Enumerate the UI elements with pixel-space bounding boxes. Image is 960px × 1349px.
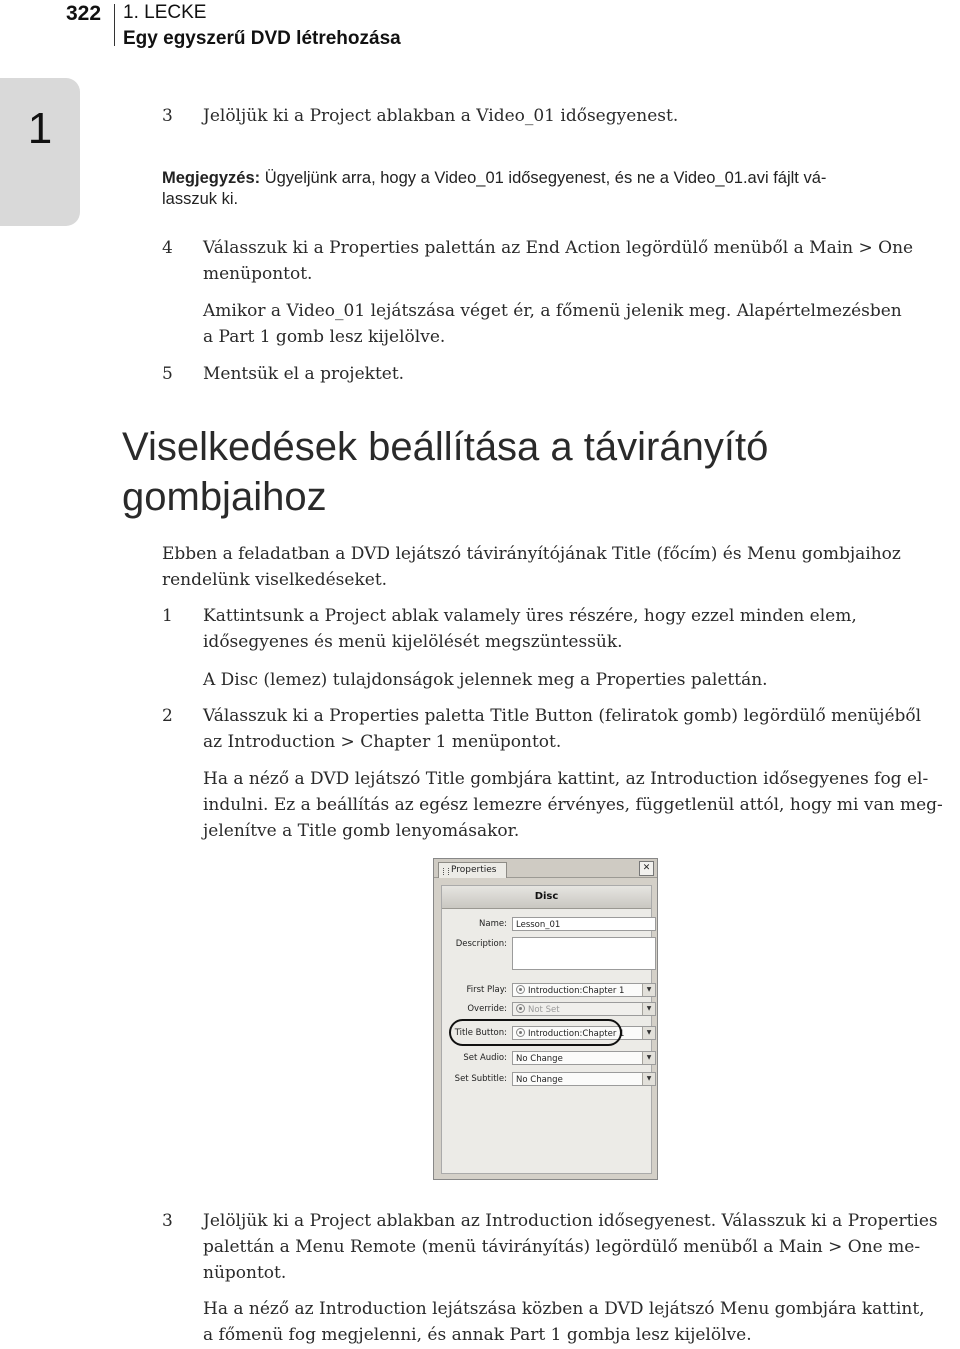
set-audio-label: Set Audio: — [463, 1053, 507, 1063]
description-field[interactable] — [512, 937, 656, 970]
chevron-down-icon[interactable]: ▼ — [642, 1027, 655, 1039]
set-subtitle-select[interactable] — [512, 1072, 656, 1086]
step-number: 2 — [162, 706, 173, 726]
step-line: Válasszuk ki a Properties paletta Title Button (feliratok gomb) legördülő menüjéből — [203, 706, 922, 726]
title-button-value: Introduction:Chapter 1 — [528, 1029, 625, 1039]
step-1-result — [203, 667, 955, 693]
step-line: Jelöljük ki a Project ablakban az Introduction idősegyenest. Válasszuk ki a Properties — [203, 1211, 938, 1231]
step-line: a Part 1 gomb lesz kijelölve. — [203, 327, 446, 347]
step-line: palettán a Menu Remote (menü távirányítás) legördülő menüből a Main > One me- — [203, 1237, 921, 1257]
step-number: 3 — [162, 1211, 173, 1231]
step-line: Amikor a Video_01 lejátszása véget ér, a főmenü jelenik meg. Alapértelmezésben — [203, 301, 902, 321]
step-2 — [162, 703, 955, 755]
step-text: Jelöljük ki a Project ablakban a Video_01 idősegyenest. — [203, 106, 679, 126]
step-4 — [162, 235, 955, 287]
close-icon[interactable]: ✕ — [639, 861, 654, 876]
section-heading-line: gombjaihoz — [122, 475, 327, 519]
step-line: az Introduction > Chapter 1 menüpontot. — [203, 732, 562, 752]
step-2-result — [203, 766, 955, 844]
step-5 — [162, 361, 955, 387]
step-number: 3 — [162, 106, 173, 126]
section-title-disc: Disc — [442, 886, 651, 909]
set-audio-value: No Change — [516, 1054, 563, 1064]
note-label: Megjegyzés: — [162, 169, 261, 187]
step-number: 5 — [162, 364, 173, 384]
title-button-label: Title Button: — [454, 1028, 507, 1038]
note-text-line-2: lasszuk ki. — [162, 190, 239, 208]
step-number: 4 — [162, 238, 173, 258]
first-play-value: Introduction:Chapter 1 — [528, 986, 625, 996]
step-3-top — [162, 103, 955, 129]
step-line: A Disc (lemez) tulajdonságok jelennek meg a Properties palettán. — [203, 670, 768, 690]
header-divider — [114, 4, 115, 46]
set-subtitle-value: No Change — [516, 1075, 563, 1085]
name-field[interactable]: Lesson_01 — [512, 917, 656, 931]
step-3-bottom-result — [203, 1296, 955, 1348]
step-line: a főmenü fog megjelenni, és annak Part 1 gombja lesz kijelölve. — [203, 1325, 752, 1345]
set-subtitle-label: Set Subtitle: — [454, 1074, 507, 1084]
step-line: indulni. Ez a beállítás az egész lemezre érvényes, függetlenül attól, hogy mi van meg- — [203, 795, 943, 815]
step-number: 1 — [162, 606, 173, 626]
step-3-bottom — [162, 1208, 955, 1286]
step-line: Ha a néző az Introduction lejátszása közben a DVD lejátszó Menu gombjára kattint, — [203, 1299, 925, 1319]
override-select[interactable] — [512, 1002, 656, 1016]
chevron-down-icon[interactable]: ▼ — [642, 1073, 655, 1085]
step-line: jelenítve a Title gomb lenyomásakor. — [203, 821, 520, 841]
set-audio-select[interactable] — [512, 1051, 656, 1065]
target-icon — [516, 985, 525, 994]
step-line: Ha a néző a DVD lejátszó Title gombjára kattint, az Introduction idősegyenes fog el- — [203, 769, 929, 789]
note-text-line-1: Ügyeljünk arra, hogy a Video_01 idősegyenest, és ne a Video_01.avi fájlt vá- — [260, 169, 827, 187]
chapter-title: Egy egyszerű DVD létrehozása — [123, 28, 401, 49]
chapter-tab-number: 1 — [27, 104, 53, 153]
name-label: Name: — [479, 919, 507, 929]
chevron-down-icon[interactable]: ▼ — [642, 1052, 655, 1064]
step-text: Mentsük el a projektet. — [203, 364, 405, 384]
intro-line: rendelünk viselkedéseket. — [162, 570, 388, 590]
target-icon — [516, 1004, 525, 1013]
override-value: Not Set — [528, 1005, 560, 1015]
palette-tab-bar — [434, 859, 657, 878]
section-heading-line: Viselkedések beállítása a távirányító — [122, 425, 769, 469]
step-line: Válasszuk ki a Properties palettán az End Action legördülő menüből a Main > One — [203, 238, 914, 258]
intro-line: Ebben a feladatban a DVD lejátszó távirányítójának Title (főcím) és Menu gombjaihoz — [162, 544, 901, 564]
first-play-label: First Play: — [466, 985, 507, 995]
section-heading — [122, 422, 952, 522]
step-4-result — [203, 298, 955, 350]
tab-properties[interactable] — [438, 862, 507, 878]
note-block — [162, 168, 952, 210]
chapter-label: 1. LECKE — [123, 2, 207, 23]
chevron-down-icon[interactable]: ▼ — [642, 1003, 655, 1015]
override-label: Override: — [467, 1004, 507, 1014]
grip-icon — [443, 868, 449, 875]
first-play-select[interactable] — [512, 983, 656, 997]
step-line: menüpontot. — [203, 264, 313, 284]
tab-label: Properties — [451, 865, 497, 875]
step-line: idősegyenes és menü kijelölését megszüntessük. — [203, 632, 623, 652]
step-1 — [162, 603, 955, 655]
description-label: Description: — [455, 939, 507, 949]
page-number: 322 — [66, 2, 102, 25]
step-line: nüpontot. — [203, 1263, 287, 1283]
intro-paragraph — [162, 541, 952, 593]
title-button-highlight — [449, 1019, 625, 1046]
step-line: Kattintsunk a Project ablak valamely üres részére, hogy ezzel minden elem, — [203, 606, 857, 626]
chevron-down-icon[interactable]: ▼ — [642, 984, 655, 996]
